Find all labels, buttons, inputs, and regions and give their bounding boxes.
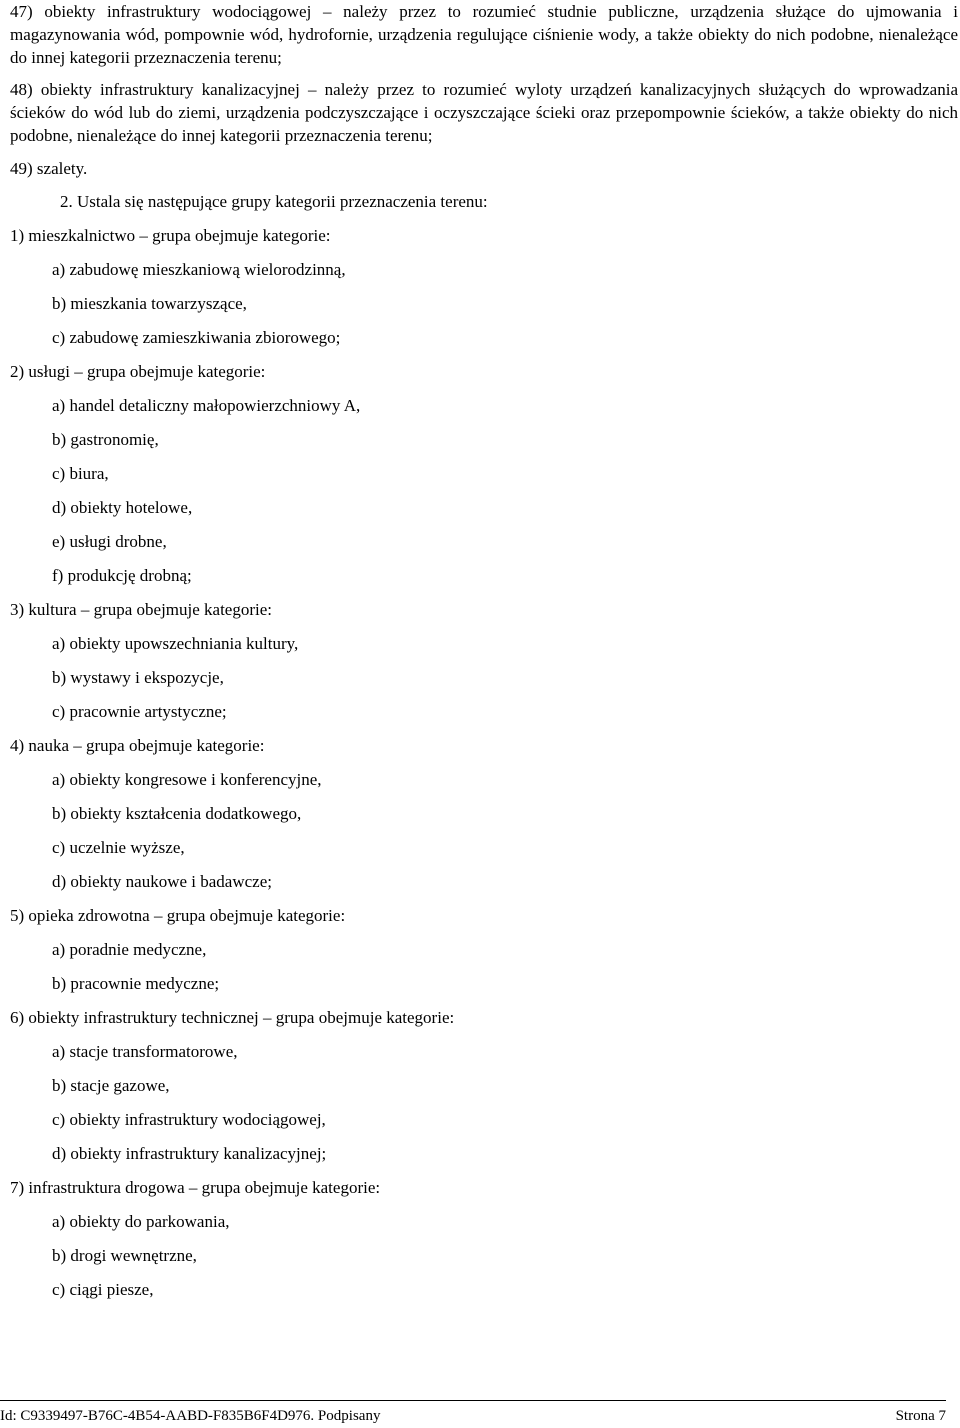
group-item: c) ciągi piesze, (52, 1280, 154, 1299)
group-item: f) produkcję drobną; (52, 566, 192, 585)
definition-48: 48) obiekty infrastruktury kanalizacyjnej – należy przez to rozumieć wyloty urządzeń kanalizacyjnych służących do wprowadzania ścieków do wód lub do ziemi, urządzenia podczyszczające i oczyszczające ścieki oraz przepompownie ścieków, a także obiekty do nich podobne, nienależące do innej kategorii przeznaczenia terenu; (10, 80, 958, 145)
group-heading: 7) infrastruktura drogowa – grupa obejmuje kategorie: (10, 1178, 381, 1197)
page-number: Strona 7 (895, 1408, 946, 1424)
group-item: a) poradnie medyczne, (52, 940, 207, 959)
group-heading: 3) kultura – grupa obejmuje kategorie: (10, 600, 272, 619)
group-item: b) gastronomię, (52, 430, 159, 449)
definition-49: 49) szalety. (10, 159, 88, 178)
definition-47: 47) obiekty infrastruktury wodociągowej – należy przez to rozumieć studnie publiczne, urządzenia służące do ujmowania i magazynowania wód, pompownie wód, hydrofornie, urządzenia regulujące ciśnienie wody, a także obiekty do nich podobne, nienależące do innej kategorii przeznaczenia terenu; (10, 2, 958, 67)
group-item: a) obiekty upowszechniania kultury, (52, 634, 299, 653)
group-item: d) obiekty hotelowe, (52, 498, 193, 517)
group-item: c) zabudowę zamieszkiwania zbiorowego; (52, 328, 341, 347)
group-item: c) pracownie artystyczne; (52, 702, 227, 721)
group-item: b) drogi wewnętrzne, (52, 1246, 197, 1265)
group-item: d) obiekty naukowe i badawcze; (52, 872, 272, 891)
group-item: e) usługi drobne, (52, 532, 167, 551)
group-item: c) biura, (52, 464, 109, 483)
group-heading: 2) usługi – grupa obejmuje kategorie: (10, 362, 266, 381)
group-item: b) pracownie medyczne; (52, 974, 220, 993)
group-item: a) obiekty do parkowania, (52, 1212, 230, 1231)
group-item: a) stacje transformatorowe, (52, 1042, 238, 1061)
group-item: b) wystawy i ekspozycje, (52, 668, 224, 687)
group-heading: 6) obiekty infrastruktury technicznej – grupa obejmuje kategorie: (10, 1008, 455, 1027)
group-item: a) obiekty kongresowe i konferencyjne, (52, 770, 322, 789)
group-heading: 5) opieka zdrowotna – grupa obejmuje kategorie: (10, 906, 346, 925)
group-heading: 4) nauka – grupa obejmuje kategorie: (10, 736, 265, 755)
document-id: Id: C9339497-B76C-4B54-AABD-F835B6F4D976. Podpisany (0, 1408, 381, 1424)
group-item: c) uczelnie wyższe, (52, 838, 185, 857)
footer-divider (0, 1400, 946, 1401)
document-body (10, 0, 958, 1301)
group-item: c) obiekty infrastruktury wodociągowej, (52, 1110, 326, 1129)
group-item: a) zabudowę mieszkaniową wielorodzinną, (52, 260, 346, 279)
group-item: b) stacje gazowe, (52, 1076, 170, 1095)
group-item: d) obiekty infrastruktury kanalizacyjnej; (52, 1144, 327, 1163)
group-item: b) obiekty kształcenia dodatkowego, (52, 804, 302, 823)
group-item: b) mieszkania towarzyszące, (52, 294, 247, 313)
section-2-intro: 2. Ustala się następujące grupy kategorii przeznaczenia terenu: (60, 192, 488, 211)
group-heading: 1) mieszkalnictwo – grupa obejmuje kategorie: (10, 226, 331, 245)
group-item: a) handel detaliczny małopowierzchniowy A, (52, 396, 361, 415)
